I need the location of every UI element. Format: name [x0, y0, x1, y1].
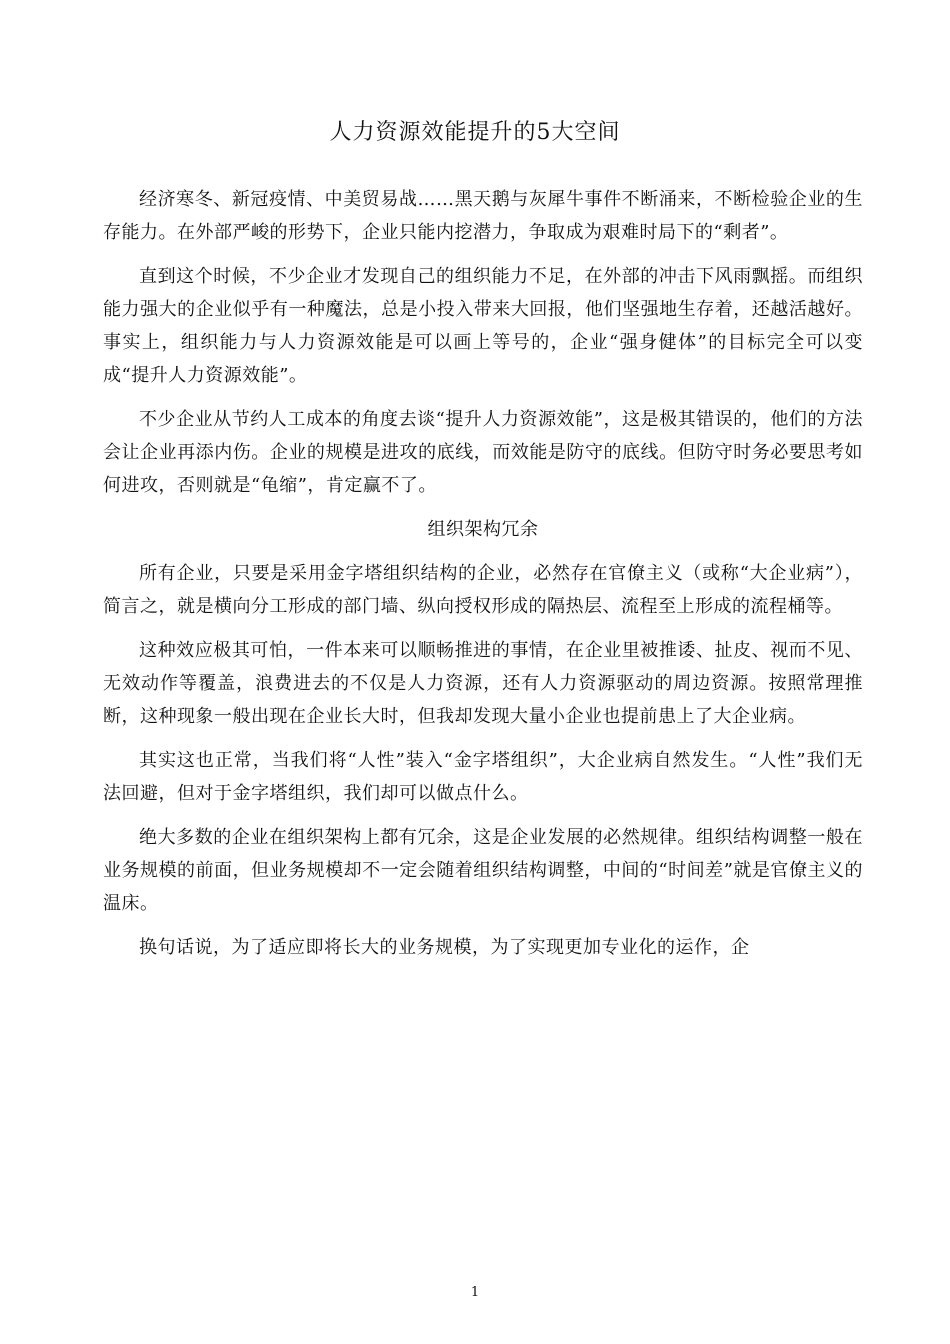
section-heading: 组织架构冗余 [427, 519, 539, 540]
section-paragraph-5: 换句话说，为了适应即将长大的业务规模，为了实现更加专业化的运作，企 [139, 937, 750, 958]
section-paragraph-1: 所有企业，只要是采用金字塔组织结构的企业，必然存在官僚主义（或称“大企业病”），简言之，就是横向分工形成的部门墙、纵向授权形成的隔热层、流程至上形成的流程桶等。 [103, 563, 863, 617]
paragraph-2: 直到这个时候，不少企业才发现自己的组织能力不足，在外部的冲击下风雨飘摇。而组织能力强大的企业似乎有一种魔法，总是小投入带来大回报，他们坚强地生存着，还越活越好。事实上，组织能力与人力资源效能是可以画上等号的，企业“强身健体”的目标完全可以变成“提升人力资源效能”。 [103, 266, 863, 386]
section-paragraph-4: 绝大多数的企业在组织架构上都有冗余，这是企业发展的必然规律。组织结构调整一般在业务规模的前面，但业务规模却不一定会随着组织结构调整，中间的“时间差”就是官僚主义的温床。 [103, 827, 863, 914]
section-paragraph-3: 其实这也正常，当我们将“人性”装入“金字塔组织”，大企业病自然发生。“人性”我们无法回避，但对于金字塔组织，我们却可以做点什么。 [103, 750, 863, 804]
document-body [103, 183, 863, 975]
section-paragraph-2: 这种效应极其可怕，一件本来可以顺畅推进的事情，在企业里被推诿、扯皮、视而不见、无效动作等覆盖，浪费进去的不仅是人力资源，还有人力资源驱动的周边资源。按照常理推断，这种现象一般出现在企业长大时，但我却发现大量小企业也提前患上了大企业病。 [103, 640, 863, 727]
document-title: 人力资源效能提升的5大空间 [329, 120, 621, 145]
page-number: 1 [470, 1285, 480, 1300]
paragraph-3: 不少企业从节约人工成本的角度去谈“提升人力资源效能”，这是极其错误的，他们的方法会让企业再添内伤。企业的规模是进攻的底线，而效能是防守的底线。但防守时务必要思考如何进攻，否则就是“龟缩”，肯定赢不了。 [103, 409, 863, 496]
paragraph-1: 经济寒冬、新冠疫情、中美贸易战……黑天鹅与灰犀牛事件不断涌来，不断检验企业的生存能力。在外部严峻的形势下，企业只能内挖潜力，争取成为艰难时局下的“剩者”。 [103, 189, 863, 243]
